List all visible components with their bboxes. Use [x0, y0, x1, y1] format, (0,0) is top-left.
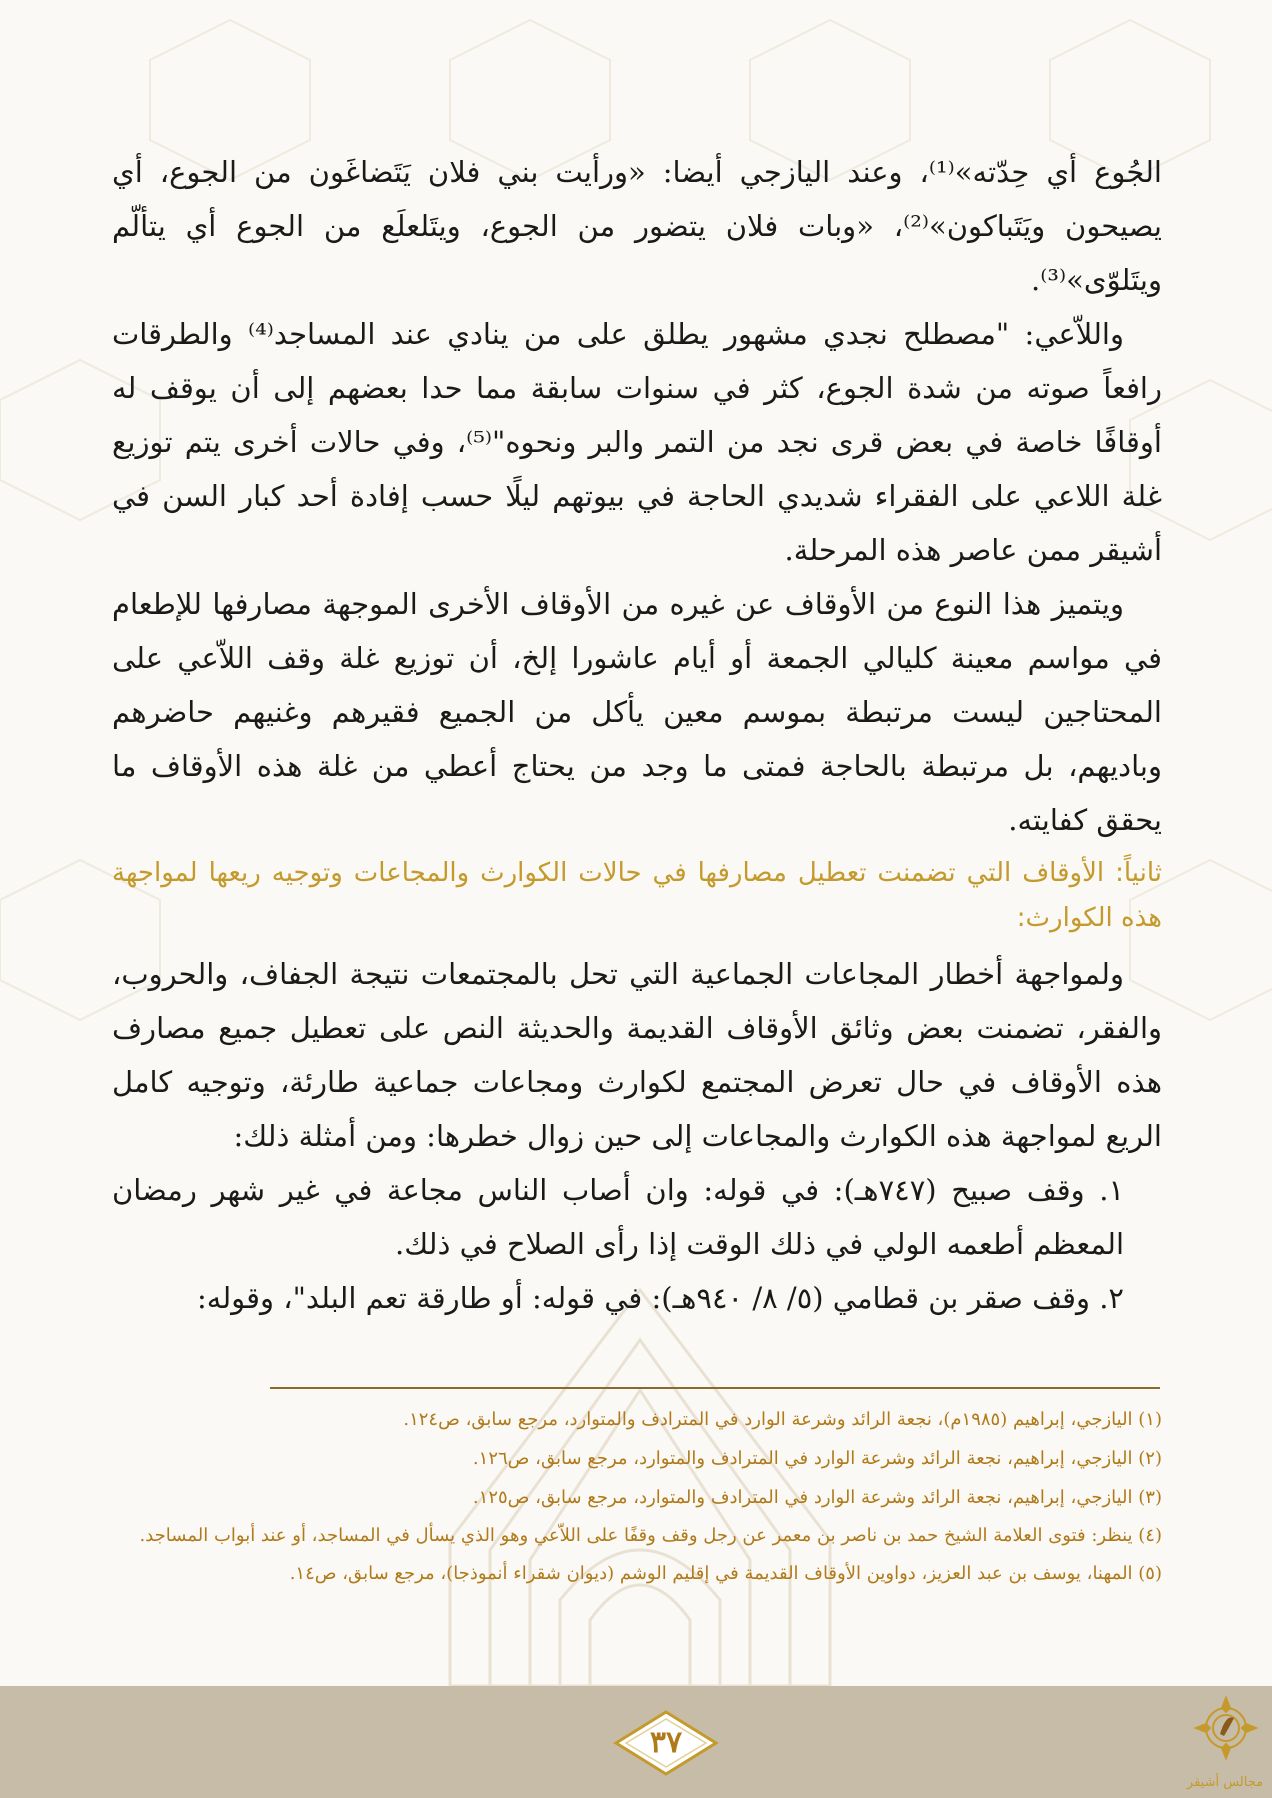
footnote-separator	[270, 1387, 1160, 1389]
paragraph-4: ولمواجهة أخطار المجاعات الجماعية التي تحل بالمجتمعات نتيجة الجفاف، والحروب، والفقر، تضمنت بعض وثائق الأوقاف القديمة والحديثة النص على تعطيل جميع مصارف هذه الأوقاف في حال تعرض المجتمع لكوارث ومجاعات جماعية طارئة، وتوجيه كامل الريع لمواجهة هذه الكوارث والمجاعات إلى حين زوال خطرها: ومن أمثلة ذلك:	[112, 957, 1162, 1153]
section-heading: ثانياً: الأوقاف التي تضمنت تعطيل مصارفها في حالات الكوارث والمجاعات وتوجيه ريعها لمواجهة هذه الكوارث:	[112, 858, 1162, 933]
footnote-3: (٣) اليازجي، إبراهيم، نجعة الرائد وشرعة الوارد في المترادف والمتوارد، مرجع سابق، ص١٢٥.	[472, 1487, 1162, 1508]
paragraph-2: واللاّعي: "مصطلح نجدي مشهور يطلق على من ينادي عند المساجد⁽⁴⁾ والطرقات رافعاً صوته من شدة الجوع، كثر في سنوات سابقة مما حدا بعضهم إلى أن يوقف له أوقافًا خاصة في بعض قرى نجد من التمر والبر ونحوه"⁽⁵⁾، وفي حالات أخرى يتم توزيع غلة اللاعي على الفقراء شديدي الحاجة في بيوتهم ليلًا حسب إفادة أحد كبار السن في أشيقر ممن عاصر هذه المرحلة.	[112, 317, 1162, 567]
footnote-4: (٤) ينظر: فتوى العلامة الشيخ حمد بن ناصر بن معمر عن رجل وقف وقفًا على اللاّعي وهو الذي يسأل في المساجد، أو عند أبواب المساجد.	[139, 1525, 1162, 1546]
paragraph-1: الجُوع أي حِدّته»⁽¹⁾، وعند اليازجي أيضا: «ورأيت بني فلان يَتَضاغَون من الجوع، أي يصيحون ويَتَباكون»⁽²⁾، «وبات فلان يتضور من الجوع، ويتَلعلَع من الجوع أي يتألّم ويتَلوّى»⁽³⁾.	[112, 155, 1162, 297]
logo-caption: مجالس أشيقر	[1186, 1775, 1264, 1790]
footnote-2: (٢) اليازجي، إبراهيم، نجعة الرائد وشرعة الوارد في المترادف والمتوارد، مرجع سابق، ص١٢٦.	[472, 1448, 1162, 1469]
footnotes	[112, 1400, 1162, 1593]
page-number: ٣٧	[649, 1725, 683, 1760]
list-item-2: ٢. وقف صقر بن قطامي (٥/ ٨/ ٩٤٠هـ): في قوله: أو طارقة تعم البلد"، وقوله:	[197, 1281, 1124, 1315]
main-text	[112, 145, 1162, 1325]
footnote-5: (٥) المهنا، يوسف بن عبد العزيز، دواوين الأوقاف القديمة في إقليم الوشم (ديوان شقراء أنموذجا)، مرجع سابق، ص١٤.	[289, 1563, 1162, 1584]
list-item-1: ١. وقف صبيح (٧٤٧هـ): في قوله: وان أصاب الناس مجاعة في غير شهر رمضان المعظم أطعمه الولي في ذلك الوقت إذا رأى الصلاح في ذلك.	[112, 1173, 1125, 1261]
paragraph-3: ويتميز هذا النوع من الأوقاف عن غيره من الأوقاف الأخرى الموجهة مصارفها للإطعام في مواسم معينة كليالي الجمعة أو أيام عاشورا إلخ، أن توزيع غلة وقف اللاّعي على المحتاجين ليست مرتبطة بموسم معين يأكل من الجميع فقيرهم وغنيهم حاضرهم وباديهم، بل مرتبطة بالحاجة فمتى ما وجد من يحتاج أعطي من غلة هذه الأوقاف ما يحقق كفايته.	[112, 587, 1162, 837]
footnote-1: (١) اليازجي، إبراهيم (١٩٨٥م)، نجعة الرائد وشرعة الوارد في المترادف والمتوارد، مرجع سابق، ص١٢٤.	[403, 1409, 1162, 1430]
